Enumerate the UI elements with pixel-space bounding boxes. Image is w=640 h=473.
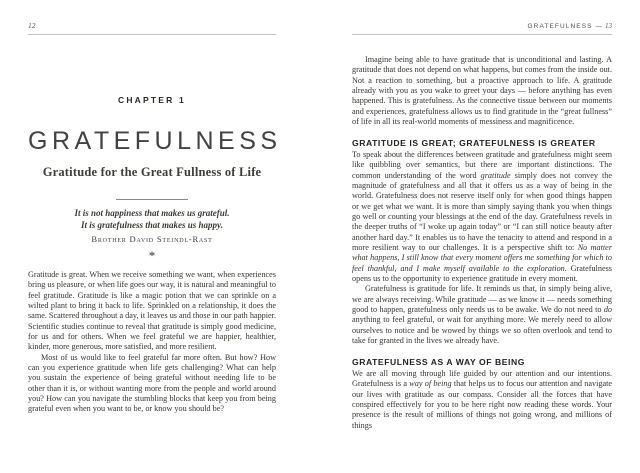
left-page-number: 12 bbox=[28, 21, 36, 30]
body-paragraph: We are all moving through life guided by our attention and our intentions. Gratefulness is a way of being that helps us to focus our attention and navigate our lives with gratitude as our compass. Consider all the forces that have conspired effectively for you to be here right now reading these words. Your presence is the result of millions of things not going wrong, and millions of things bbox=[352, 368, 613, 430]
chapter-label: CHAPTER 1 bbox=[118, 95, 186, 105]
asterisk-ornament: * bbox=[148, 248, 156, 263]
section-heading-1: GRATITUDE IS GREAT; GRATEFULNESS IS GREATER bbox=[352, 138, 596, 149]
left-page bbox=[28, 0, 282, 473]
epigraph bbox=[28, 208, 276, 231]
running-title: GRATEFULNESS — bbox=[527, 23, 604, 30]
right-body-text bbox=[352, 55, 612, 431]
body-paragraph: Imagine being able to have gratitude that is unconditional and lasting. A gratitude that does not depend on what happens, but comes from the inside out. Not a reaction to something, but a proactive approach to life. A gratitude already with you as you wake to greet your days — before anything has even happened. This is gratefulness. As the connective tissue between our moments and experiences, gratefulness allows us to find gratitude in the “great fullness” of life in all its real-world moments of messiness and magnificence. bbox=[352, 55, 612, 127]
epigraph-attribution: Brother David Steindl-Rast bbox=[91, 234, 213, 244]
body-paragraph: Most of us would like to feel grateful far more often. But how? How can you experience gratitude when life gets challenging? What can help you sustain the experience of being grateful without needing life to be other than it is, or without wanting more from the people and world around you? How can you navigate the stumbling blocks that keep you from being grateful even when you want to be, or know you should be? bbox=[28, 352, 276, 414]
right-running-head bbox=[352, 21, 612, 30]
chapter-subtitle: Gratitude for the Great Fullness of Life bbox=[42, 165, 262, 179]
epigraph-line-1: It is not happiness that makes us grateful. bbox=[74, 208, 230, 218]
left-running-head bbox=[28, 21, 276, 30]
right-header-rule bbox=[352, 34, 612, 35]
body-paragraph: Gratitude is great. When we receive something we want, when experiences bring us pleasure, or when life goes our way, it is natural and meaningful to feel gratitude. Gratitude is like a magic potion that we can sprinkle on a wilted plant to bring it back to life. Sprinkled on a relationship, it does the same. Scattered throughout a day, it leaves us and those in our path happier. Scientific studies continue to reveal that gratitude is simply good medicine, for us and for others. When we feel grateful we are happier, healthier, kinder, more generous, more satisfied, and more resilient. bbox=[28, 270, 276, 352]
epigraph-line-2: It is gratefulness that makes us happy. bbox=[81, 219, 223, 230]
right-page-number: 13 bbox=[605, 22, 612, 30]
body-paragraph: Gratefulness is gratitude for life. It reminds us that, in simply being alive, we are always receiving. While gratitude — as we know it — needs something good to happen, gratefulness only needs us to be awake. We do not need to do anything to feel grateful, or wait for anything more. We merely need to allow ourselves to notice and be wowed by things we so often overlook and tend to take for granted in the lives we already have. bbox=[352, 284, 612, 346]
chapter-title: GRATEFULNESS bbox=[28, 127, 282, 155]
left-header-rule bbox=[28, 34, 276, 35]
left-body-text bbox=[28, 270, 276, 415]
section-heading-2: GRATEFULNESS AS A WAY OF BEING bbox=[352, 357, 525, 368]
title-divider bbox=[116, 199, 188, 200]
right-page bbox=[352, 0, 612, 473]
body-paragraph: To speak about the differences between gratitude and gratefulness might seem like quibbling over semantics, but there are important distinctions. The common understanding of the word gratitude simply does not convey the magnitude of gratefulness and all that it offers us as a way of being in the world. Gratefulness does not reserve itself only for when good things happen or we get what we want. It is more than simply saying thank you when things go well or counting your blessings at the end of the day. Gratefulness revels in the deeper truths of “I woke up again today” or “I can still notice beauty after another hard day.” It enables us to have the tenacity to attend and respond in a more resilient way to our challenges. It is a perspective shift to: No matter what happens, I still know that every moment offers me something for which to feel thankful, and I make myself available to the exploration. Gratefulness opens us to the opportunity to experience gratitude in every moment. bbox=[352, 149, 613, 284]
